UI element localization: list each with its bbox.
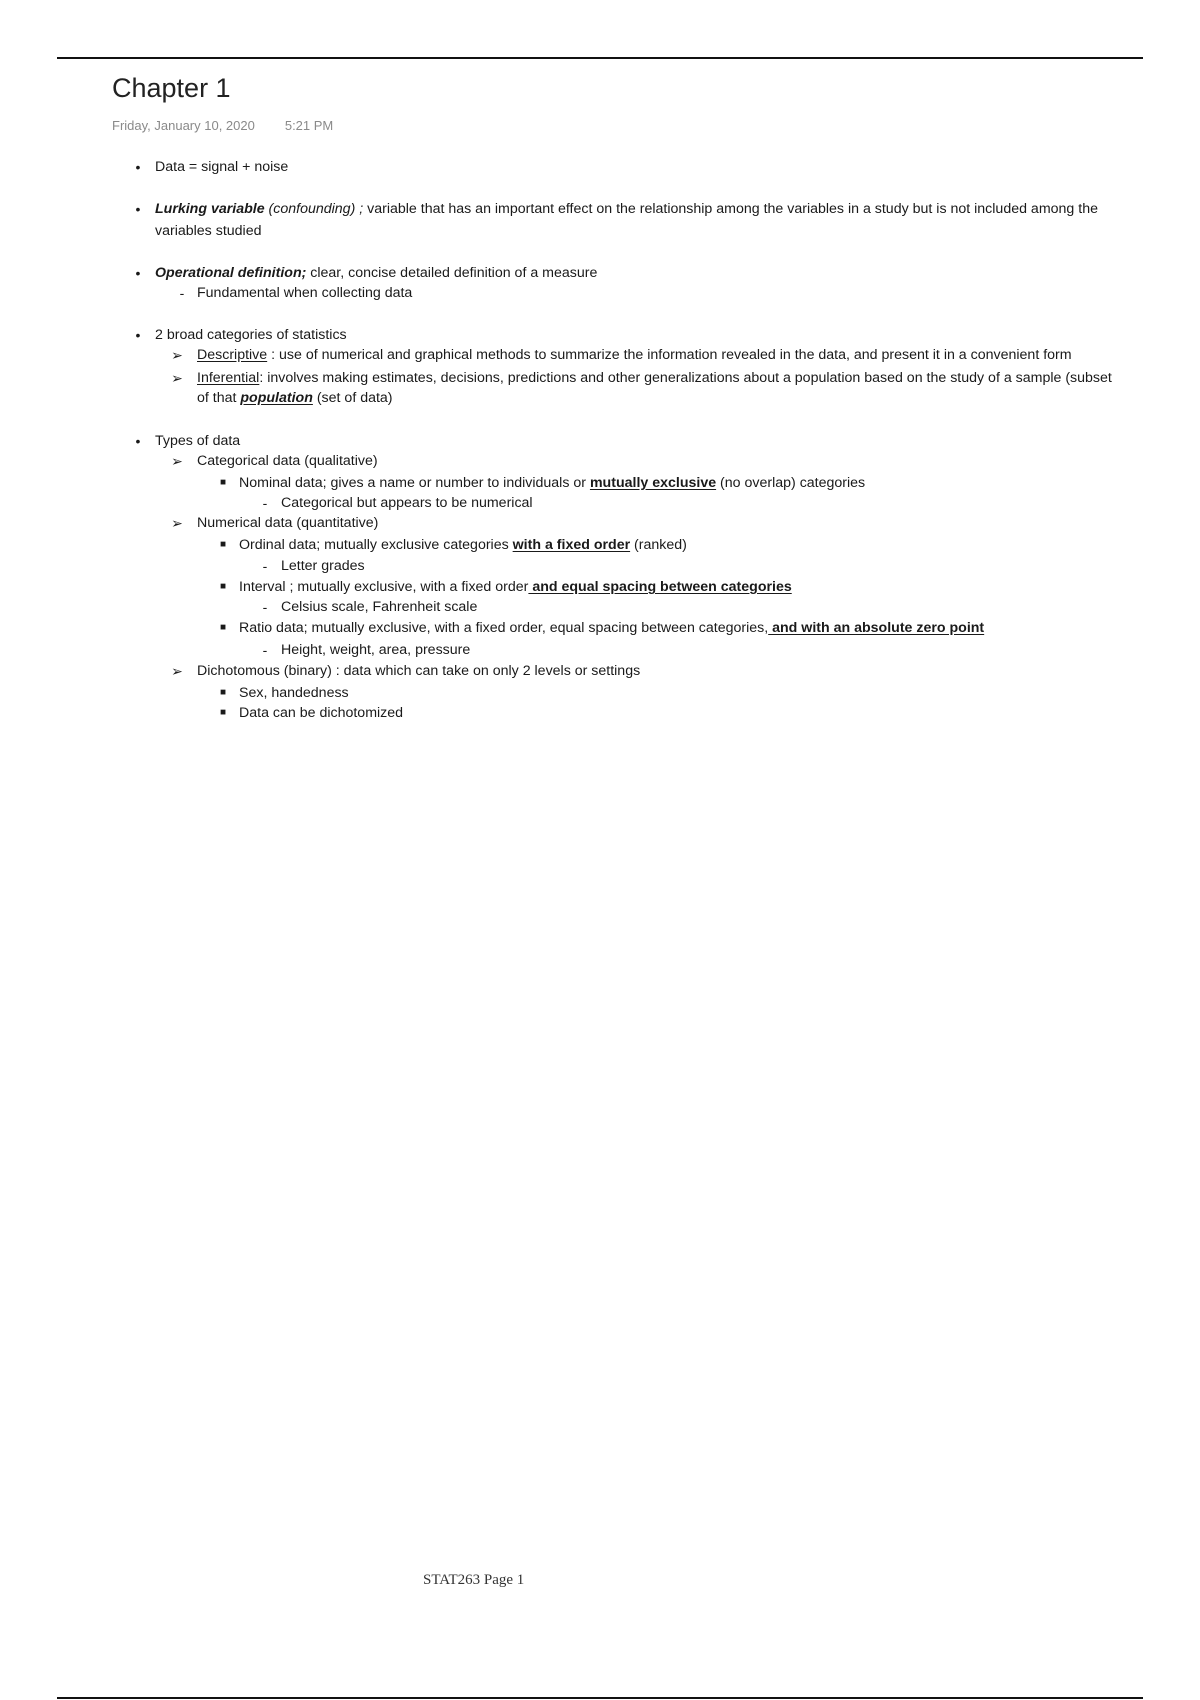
square-bullet-icon: ■ bbox=[219, 539, 227, 550]
note-operational-sub: Fundamental when collecting data bbox=[197, 285, 413, 301]
note-dichotomous-sub2: Data can be dichotomized bbox=[239, 705, 404, 721]
note-nominal: Nominal data; gives a name or number to individuals or mutually exclusive (no overlap) categories bbox=[239, 475, 866, 491]
note-dichotomous-sub1: Sex, handedness bbox=[239, 685, 349, 701]
note-interval: Interval ; mutually exclusive, with a fixed order and equal spacing between categories bbox=[239, 579, 792, 595]
note-descriptive: Descriptive : use of numerical and graphical methods to summarize the information revealed in the data, and present it in a convenient form bbox=[197, 347, 1072, 363]
arrow-bullet-icon: ➢ bbox=[171, 515, 183, 531]
arrow-bullet-icon: ➢ bbox=[171, 663, 183, 679]
note-ratio-sub: Height, weight, area, pressure bbox=[281, 642, 471, 658]
inferential-term: Inferential bbox=[197, 370, 260, 386]
bottom-rule bbox=[57, 1697, 1143, 1699]
equal-spacing-term: and equal spacing between categories bbox=[528, 579, 792, 595]
note-nominal-sub: Categorical but appears to be numerical bbox=[281, 495, 533, 511]
page-title: Chapter 1 bbox=[112, 73, 231, 103]
note-dichotomous: Dichotomous (binary) : data which can take on only 2 levels or settings bbox=[197, 663, 641, 679]
page-time: 5:21 PM bbox=[284, 118, 334, 133]
note-lurking-variable bbox=[155, 199, 1200, 219]
dash-icon: - bbox=[262, 599, 268, 615]
operational-term: Operational definition; bbox=[155, 265, 307, 281]
population-term: population bbox=[240, 390, 313, 406]
square-bullet-icon: ■ bbox=[219, 707, 227, 718]
note-inferential: Inferential: involves making estimates, decisions, predictions and other generalizations about a population based on the study of a sample (subset bbox=[197, 370, 1112, 386]
fixed-order-term: with a fixed order bbox=[512, 537, 631, 553]
absolute-zero-term: and with an absolute zero point bbox=[768, 620, 985, 636]
arrow-bullet-icon: ➢ bbox=[171, 453, 183, 469]
operational-definition: clear, concise detailed definition of a measure bbox=[306, 265, 598, 281]
bullet-icon: • bbox=[135, 265, 141, 281]
note-categorical: Categorical data (qualitative) bbox=[197, 453, 378, 469]
note-ratio: Ratio data; mutually exclusive, with a fixed order, equal spacing between categories, and with an absolute zero point bbox=[239, 620, 985, 636]
page-footer: STAT263 Page 1 bbox=[423, 1572, 525, 1588]
square-bullet-icon: ■ bbox=[219, 477, 227, 488]
note-ordinal: Ordinal data; mutually exclusive categories with a fixed order (ranked) bbox=[239, 537, 687, 553]
dash-icon: - bbox=[179, 285, 185, 301]
note-categories-heading: 2 broad categories of statistics bbox=[155, 327, 347, 343]
bullet-icon: • bbox=[135, 201, 141, 217]
dash-icon: - bbox=[262, 642, 268, 658]
mutually-exclusive-term: mutually exclusive bbox=[589, 475, 717, 491]
square-bullet-icon: ■ bbox=[219, 581, 227, 592]
lurking-term: Lurking variable bbox=[155, 201, 265, 217]
dash-icon: - bbox=[262, 495, 268, 511]
dash-icon: - bbox=[262, 558, 268, 574]
descriptive-term: Descriptive bbox=[197, 347, 268, 363]
note-signal-noise: Data = signal + noise bbox=[155, 159, 289, 175]
note-types-heading: Types of data bbox=[155, 433, 241, 449]
lurking-definition: variable that has an important effect on the relationship among the variables in a study but is not included among the bbox=[367, 201, 1098, 217]
note-interval-sub: Celsius scale, Fahrenheit scale bbox=[281, 599, 478, 615]
note-operational-definition bbox=[155, 263, 1200, 283]
bullet-icon: • bbox=[135, 433, 141, 449]
note-lurking-variable-cont: variables studied bbox=[155, 223, 262, 239]
lurking-paren: (confounding) ; bbox=[264, 201, 368, 217]
note-inferential-cont: of that population (set of data) bbox=[197, 390, 393, 406]
bullet-icon: • bbox=[135, 327, 141, 343]
page-timestamp bbox=[112, 118, 333, 133]
square-bullet-icon: ■ bbox=[219, 687, 227, 698]
arrow-bullet-icon: ➢ bbox=[171, 347, 183, 363]
arrow-bullet-icon: ➢ bbox=[171, 370, 183, 386]
note-ordinal-sub: Letter grades bbox=[281, 558, 365, 574]
top-rule bbox=[57, 57, 1143, 59]
page-date: Friday, January 10, 2020 bbox=[112, 118, 255, 133]
square-bullet-icon: ■ bbox=[219, 622, 227, 633]
bullet-icon: • bbox=[135, 159, 141, 175]
note-numerical: Numerical data (quantitative) bbox=[197, 515, 379, 531]
